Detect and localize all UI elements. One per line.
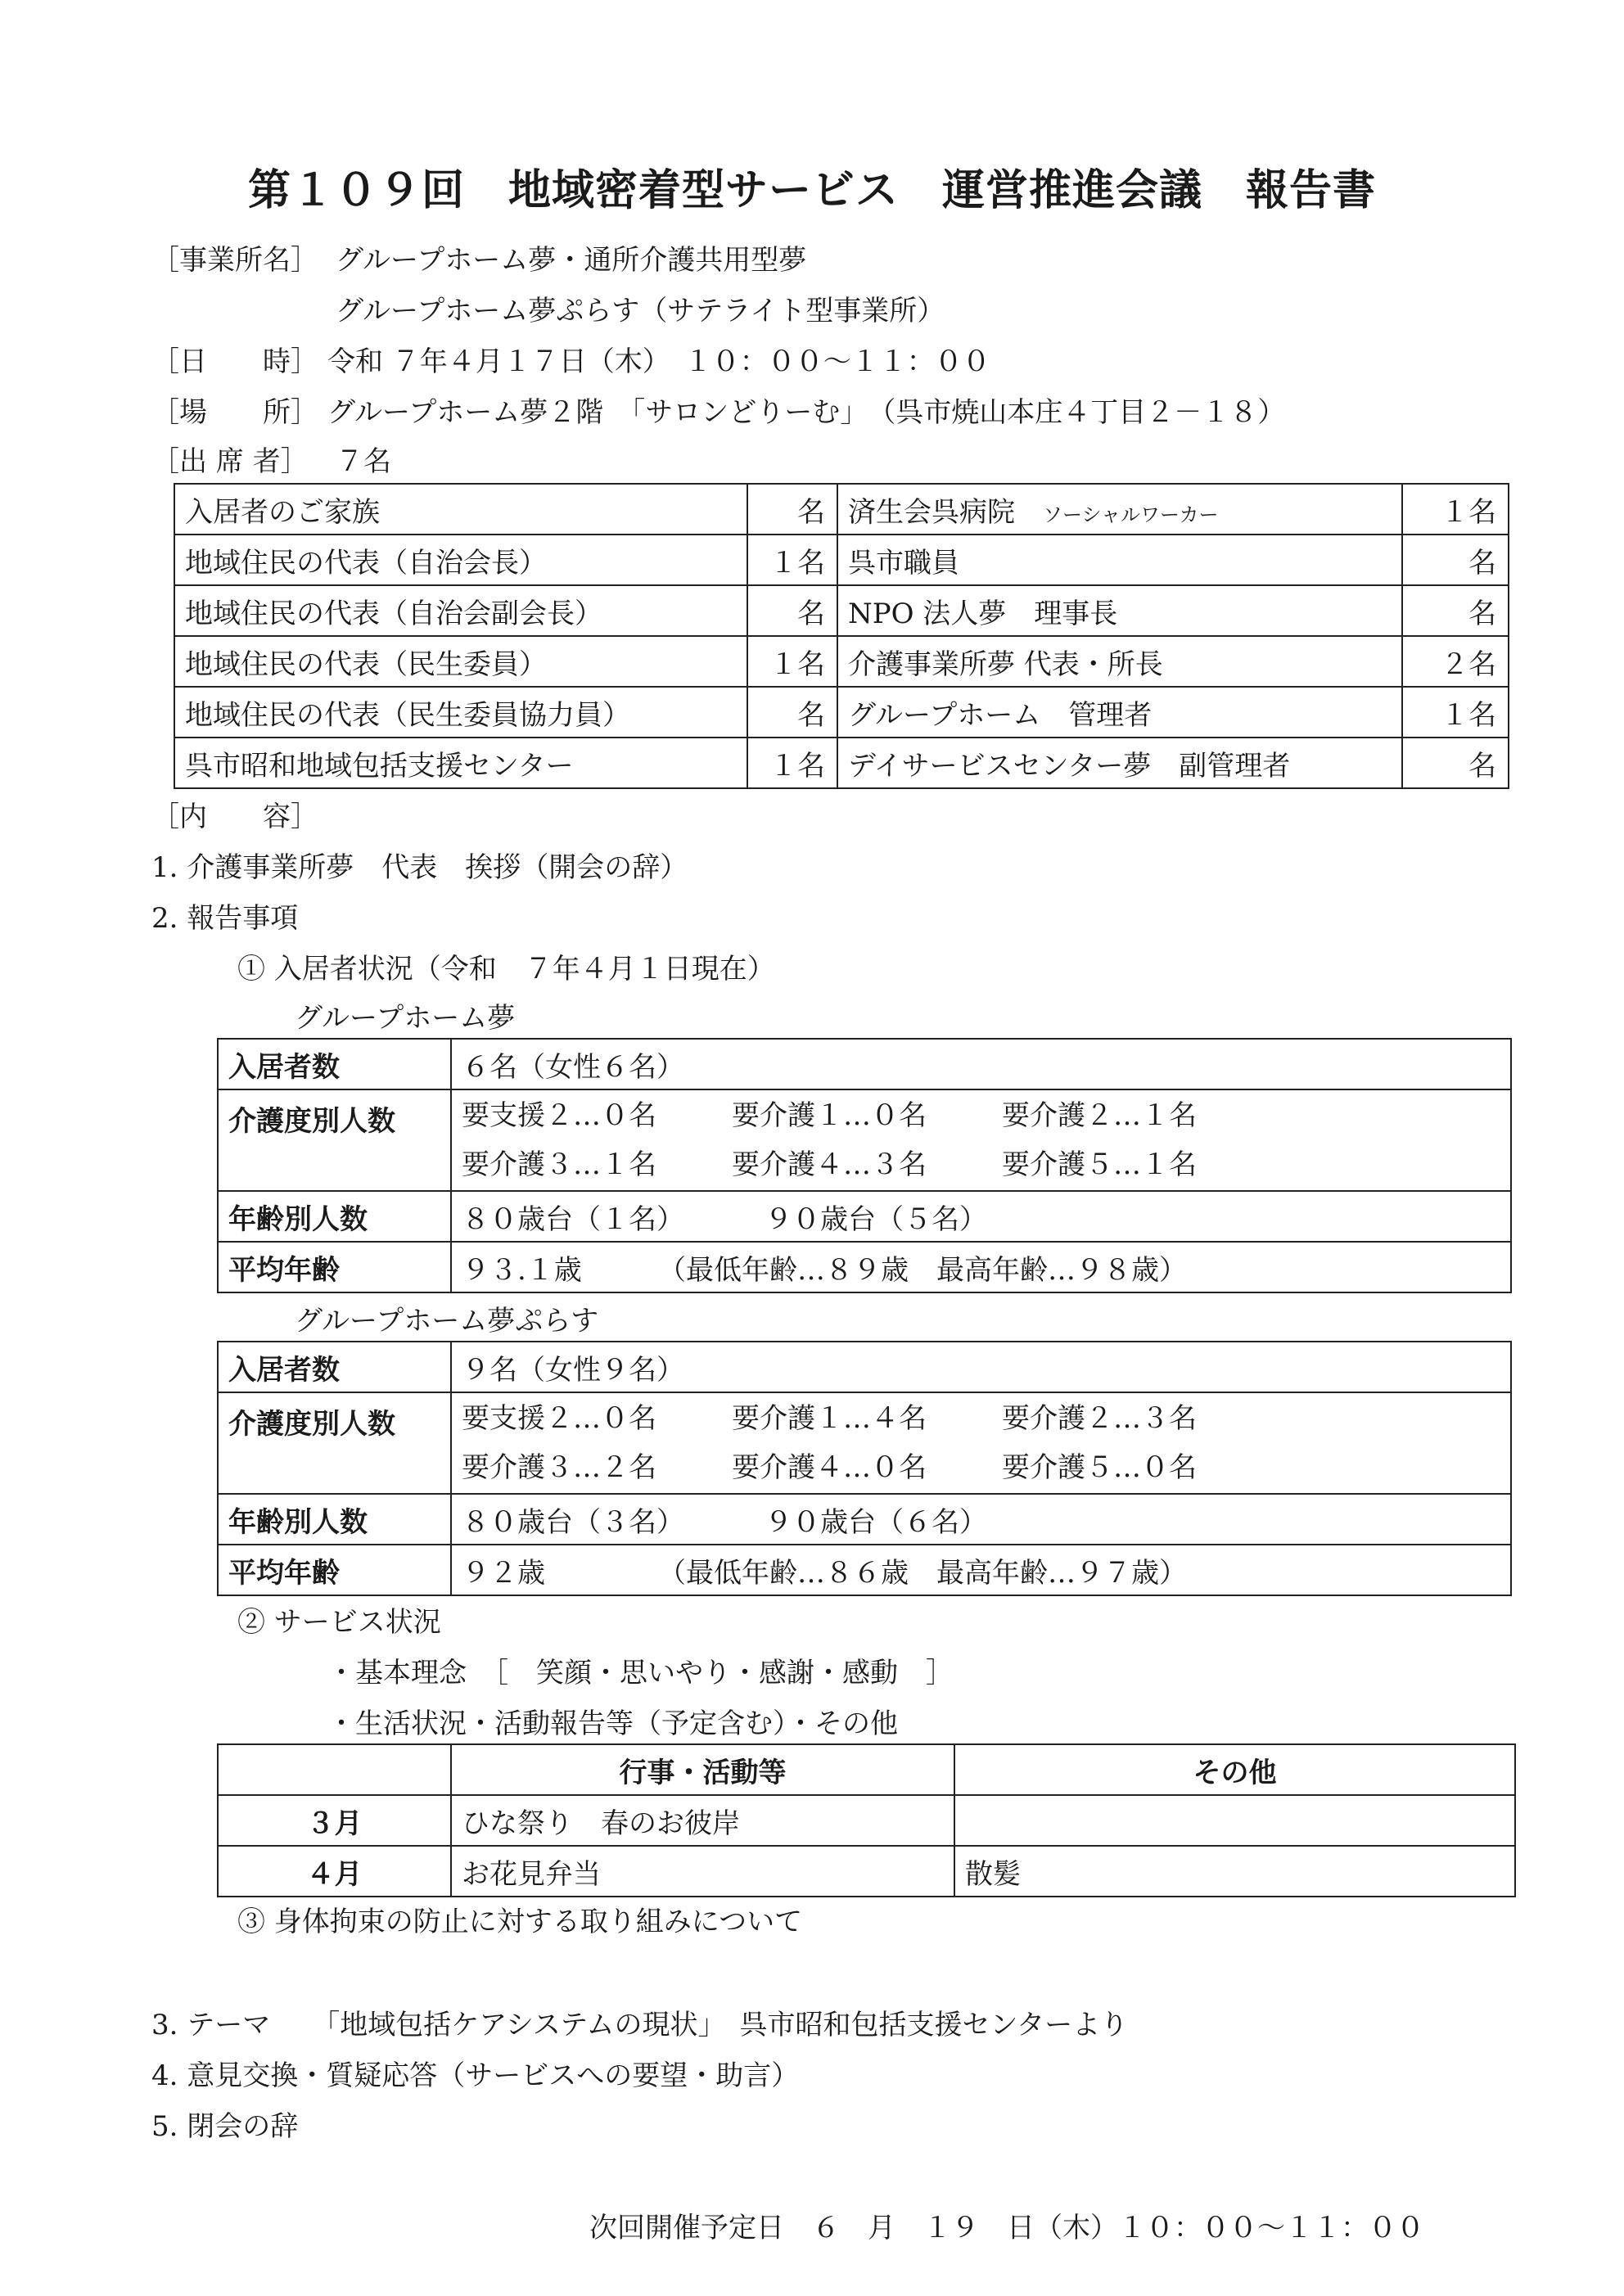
- gh1-avg: [451, 1242, 1511, 1292]
- attendee-right-name: グループホーム 管理者: [848, 698, 1153, 732]
- table-row: [174, 484, 1509, 535]
- gh1-table: [217, 1038, 1512, 1293]
- attendee-right-count: １名: [1402, 484, 1509, 535]
- page-title: 第１０９回 地域密着型サービス 運営推進会議 報告書: [247, 165, 1376, 215]
- gh1-care-label: 介護度別人数: [218, 1089, 451, 1191]
- avg-age: ９２歳: [462, 1556, 545, 1590]
- avg-range: （最低年齢…８６歳 最高年齢…９７歳）: [658, 1556, 1187, 1590]
- attendee-left: 呉市昭和地域包括支援センター: [174, 738, 747, 788]
- agenda-item-2: 2. 報告事項: [151, 902, 299, 935]
- gh2-name: グループホーム夢ぷらす: [295, 1305, 599, 1337]
- agenda-item-1: 1. 介護事業所夢 代表 挨拶（開会の辞）: [151, 851, 688, 884]
- activities-header-other: その他: [954, 1744, 1515, 1795]
- next-meeting: 次回開催予定日 ６ 月 １９ 日（木）１０：００～１１：００: [589, 2212, 1424, 2244]
- philosophy: ・基本理念 ［ 笑顔・思いやり・感謝・感動 ］: [327, 1657, 954, 1689]
- activities-table: [217, 1743, 1516, 1897]
- office-name-2: グループホーム夢ぷらす（サテライト型事業所）: [336, 295, 945, 327]
- gh2-care-row-2: [462, 1443, 1500, 1492]
- life-status: ・生活状況・活動報告等（予定含む）・その他: [327, 1707, 898, 1740]
- care-value: 要介護３…２名: [462, 1451, 656, 1484]
- attendees-label: ［出 席 者］: [151, 445, 309, 478]
- gh2-age-label: 年齢別人数: [218, 1494, 451, 1545]
- activity-other: [954, 1795, 1515, 1846]
- agenda-item-4: 4. 意見交換・質疑応答（サービスへの要望・助言）: [151, 2059, 800, 2092]
- attendee-right-note: ソーシャルワーカー: [1043, 503, 1219, 526]
- activity-event: お花見弁当: [451, 1846, 954, 1897]
- attendee-left-count: １名: [747, 738, 837, 788]
- activity-month: ３月: [218, 1795, 451, 1846]
- gh2-residents: ９名（女性９名）: [451, 1342, 1511, 1392]
- attendee-right-count: 名: [1402, 738, 1509, 788]
- activities-header-blank: [218, 1744, 451, 1795]
- gh2-table: [217, 1341, 1512, 1596]
- attendee-right-name: 介護事業所夢 代表・所長: [848, 647, 1163, 681]
- attendees-count: ７名: [336, 445, 391, 478]
- gh2-age: [451, 1494, 1511, 1545]
- care-value: 要介護２…３名: [1002, 1402, 1197, 1435]
- table-row: [174, 687, 1509, 738]
- attendee-right-name: 済生会呉病院: [848, 495, 1015, 529]
- attendee-right: [837, 687, 1402, 738]
- gh1-residents: ６名（女性６名）: [451, 1039, 1511, 1089]
- avg-range: （最低年齢…８９歳 最高年齢…９８歳）: [658, 1253, 1187, 1287]
- care-value: 要介護４…０名: [732, 1451, 927, 1484]
- care-value: 要介護４…３名: [732, 1148, 927, 1181]
- attendee-left: 地域住民の代表（自治会長）: [174, 535, 747, 585]
- attendee-left-count: 名: [747, 484, 837, 535]
- report-sub-1: ① 入居者状況（令和 ７年４月１日現在）: [237, 953, 775, 986]
- place-label: ［場 所］: [151, 396, 318, 429]
- care-value: 要支援２…０名: [462, 1099, 656, 1132]
- avg-age: ９３.１歳: [462, 1253, 582, 1287]
- datetime-label: ［日 時］: [151, 345, 318, 378]
- attendee-right-count: １名: [1402, 687, 1509, 738]
- attendee-left: 地域住民の代表（民生委員）: [174, 636, 747, 687]
- attendee-right-count: ２名: [1402, 636, 1509, 687]
- place-value: グループホーム夢２階 「サロンどりーむ」 （呉市焼山本庄４丁目２－１８）: [327, 396, 1286, 429]
- care-value: 要介護２…１名: [1002, 1099, 1197, 1132]
- attendee-right: [837, 636, 1402, 687]
- age-value: ８０歳台（１名）: [462, 1202, 684, 1236]
- gh1-avg-label: 平均年齢: [218, 1242, 451, 1292]
- gh1-care-row-1: [462, 1091, 1500, 1140]
- table-row: [218, 1795, 1515, 1846]
- care-value: 要介護３…１名: [462, 1148, 656, 1181]
- table-row: [218, 1846, 1515, 1897]
- table-row: [174, 585, 1509, 636]
- gh2-care-label: 介護度別人数: [218, 1392, 451, 1494]
- attendee-right-name: NPO 法人夢 理事長: [848, 597, 1118, 630]
- care-value: 要介護１…０名: [732, 1099, 927, 1132]
- attendee-right: [837, 585, 1402, 636]
- attendee-right-name: デイサービスセンター夢 副管理者: [848, 749, 1291, 783]
- attendee-right: [837, 738, 1402, 788]
- gh2-avg: [451, 1545, 1511, 1595]
- care-value: 要介護５…１名: [1002, 1148, 1197, 1181]
- activity-event: ひな祭り 春のお彼岸: [451, 1795, 954, 1846]
- gh1-care-row-2: [462, 1140, 1500, 1189]
- attendee-left: 入居者のご家族: [174, 484, 747, 535]
- attendee-left-count: １名: [747, 636, 837, 687]
- table-row: [174, 535, 1509, 585]
- agenda-item-3: 3. テーマ 「地域包括ケアシステムの現状」 呉市昭和包括支援センターより: [151, 2009, 1129, 2041]
- activity-month: ４月: [218, 1846, 451, 1897]
- gh2-residents-label: 入居者数: [218, 1342, 451, 1392]
- table-row: [174, 636, 1509, 687]
- attendee-left: 地域住民の代表（自治会副会長）: [174, 585, 747, 636]
- datetime-value: 令和 ７年４月１７日（木） １０：００～１１：００: [327, 345, 990, 378]
- attendee-left-count: 名: [747, 687, 837, 738]
- age-value: ９０歳台（５名）: [765, 1202, 987, 1236]
- care-value: 要介護１…４名: [732, 1402, 927, 1435]
- attendee-left-count: １名: [747, 535, 837, 585]
- gh2-avg-label: 平均年齢: [218, 1545, 451, 1595]
- attendee-left-count: 名: [747, 585, 837, 636]
- content-label: ［内 容］: [151, 801, 318, 833]
- attendee-right-name: 呉市職員: [848, 546, 959, 580]
- report-sub-2: ② サービス状況: [237, 1606, 441, 1639]
- gh2-care-row-1: [462, 1394, 1500, 1443]
- office-label: ［事業所名］: [151, 244, 318, 277]
- gh1-age-label: 年齢別人数: [218, 1191, 451, 1242]
- attendees-table: [174, 483, 1509, 789]
- age-value: ９０歳台（６名）: [765, 1505, 987, 1539]
- agenda-item-5: 5. 閉会の辞: [151, 2110, 299, 2143]
- activity-other: 散髪: [954, 1846, 1515, 1897]
- care-value: 要支援２…０名: [462, 1402, 656, 1435]
- gh1-age: [451, 1191, 1511, 1242]
- age-value: ８０歳台（３名）: [462, 1505, 684, 1539]
- gh1-name: グループホーム夢: [295, 1002, 516, 1035]
- attendee-left: 地域住民の代表（民生委員協力員）: [174, 687, 747, 738]
- table-row: [174, 738, 1509, 788]
- attendee-right: [837, 535, 1402, 585]
- attendee-right-count: 名: [1402, 535, 1509, 585]
- attendee-right: [837, 484, 1402, 535]
- office-name-1: グループホーム夢・通所介護共用型夢: [336, 244, 807, 277]
- care-value: 要介護５…０名: [1002, 1451, 1197, 1484]
- report-sub-3: ③ 身体拘束の防止に対する取り組みについて: [237, 1906, 803, 1938]
- attendee-right-count: 名: [1402, 585, 1509, 636]
- activities-header-events: 行事・活動等: [451, 1744, 954, 1795]
- gh1-residents-label: 入居者数: [218, 1039, 451, 1089]
- gh2-care-levels: [451, 1392, 1511, 1494]
- gh1-care-levels: [451, 1089, 1511, 1191]
